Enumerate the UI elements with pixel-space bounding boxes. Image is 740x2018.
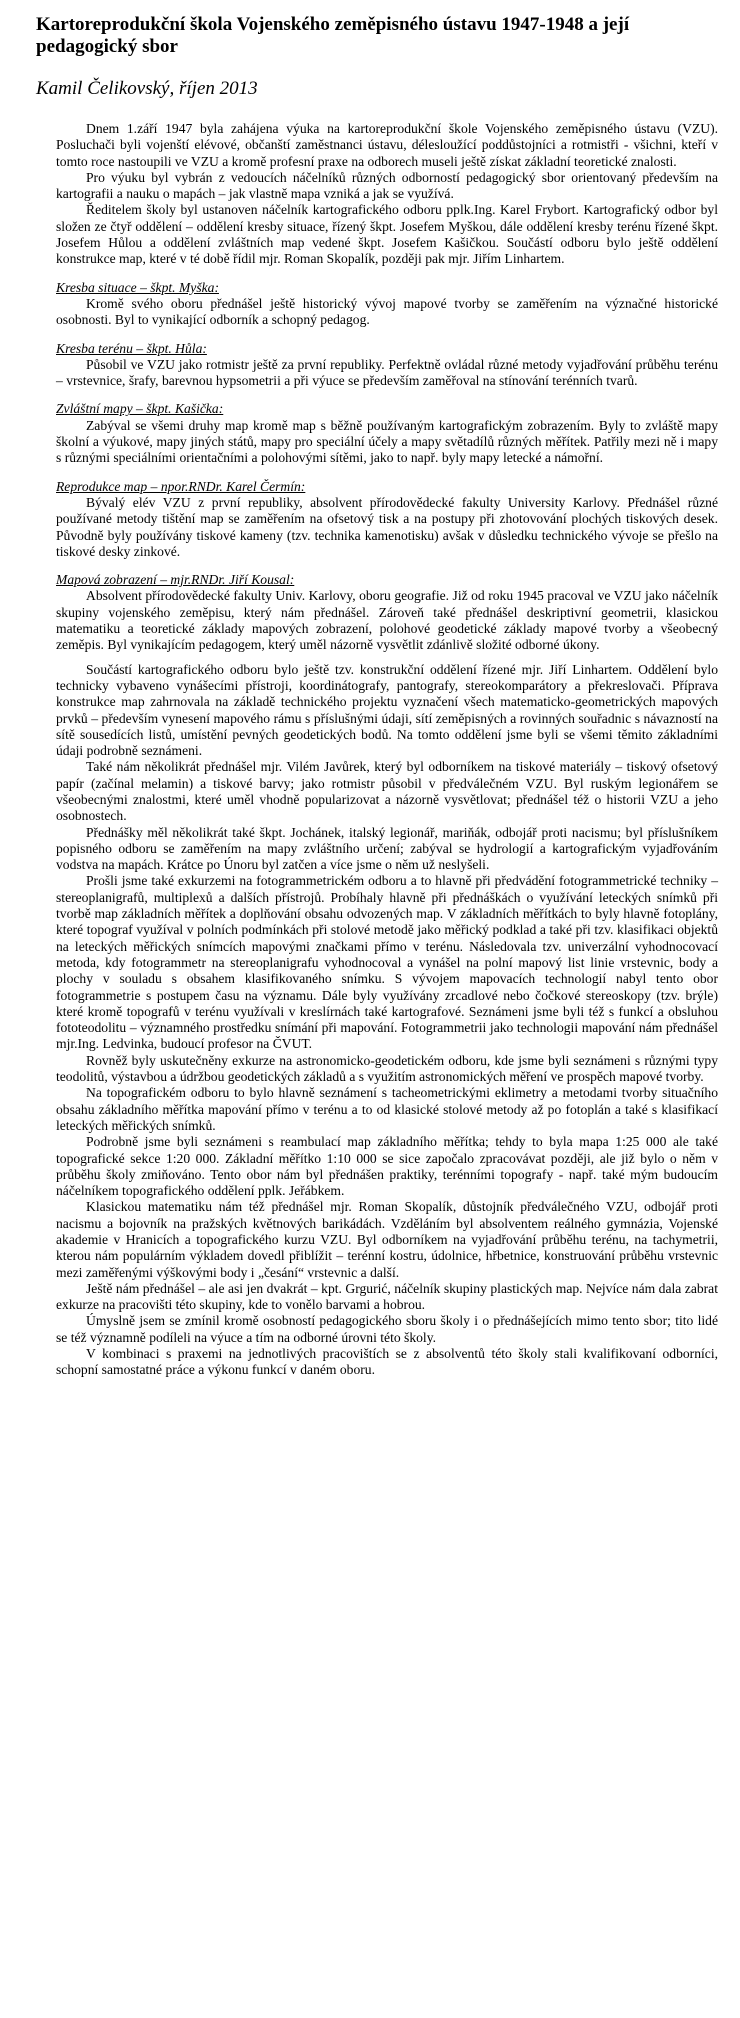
paragraph: Pro výuku byl vybrán z vedoucích náčelníků různých odborností pedagogický sbor orientovaný především na kartografii a nauku o mapách – jak vlastně mapa vzniká a jak se využívá. bbox=[56, 169, 718, 202]
author-line: Kamil Čelikovský, říjen 2013 bbox=[36, 78, 258, 99]
section-heading: Reprodukce map – npor.RNDr. Karel Čermín: bbox=[56, 478, 306, 494]
paragraph: Rovněž byly uskutečněny exkurze na astronomicko-geodetickém odboru, kde jsme byli seznámeni s různými typy teodolitů, výstavbou a údržbou geodetických základů a s využitím astronomických měření ve prospěch mapové tvorby. bbox=[56, 1052, 718, 1085]
paragraph: V kombinaci s praxemi na jednotlivých pracovištích se z absolventů této školy stali kvalifikovaní odborníci, schopní samostatné práce a výkonu funkcí v daném oboru. bbox=[56, 1346, 718, 1378]
paragraph: Podrobně jsme byli seznámeni s reambulací map základního měřítka; tehdy to byla mapa 1:25 000 ale také topografické sekce 1:20 000. Základní měřítko 1:10 000 se sice započalo zpracovávat později, ale již bylo o něm v průběhu školy zmiňováno. Tento obor nám byl přednášen praktiky, terénními topografy - např. také mým budoucím náčelníkem topografického oddělení pplk. Jeřábkem. bbox=[56, 1134, 718, 1199]
document-body bbox=[56, 121, 718, 1379]
document-title: Kartoreprodukční škola Vojenského zeměpisného ústavu 1947-1948 a její pedagogický sbor bbox=[36, 14, 630, 57]
paragraph: Působil ve VZU jako rotmistr ještě za první republiky. Perfektně ovládal různé metody vyjadřování průběhu terénu – vrstevnice, šrafy, barevnou hypsometrii a při výuce se především zaměřoval na stínování terénních tvarů. bbox=[56, 356, 718, 389]
paragraph: Dnem 1.září 1947 byla zahájena výuka na kartoreprodukční škole Vojenského zeměpisného ústavu (VZU). Posluchači byli vojenští elévové, občanští zaměstnanci ústavu, délesloužící poddůstojníci a rotmistři - všichni, kteří v tomto roce nastoupili ve VZU a kromě profesní praxe na odborech museli ještě získat základní teoretické znalosti. bbox=[56, 121, 718, 169]
section-heading: Kresba terénu – škpt. Hůla: bbox=[56, 340, 207, 356]
paragraph: Ředitelem školy byl ustanoven náčelník kartografického odboru pplk.Ing. Karel Frybort. Kartografický odbor byl složen ze čtyř oddělení – oddělení kresby situace, řízený škpt. Josefem Myškou, dále oddělení kresby terénu řízené škpt. Josefem Hůlou a oddělení zvláštních map vedené škpt. Josefem Kašičkou. Součástí odboru bylo ještě oddělení konstrukce map, které v té době řídil mjr. Roman Skopalík, později pak mjr. Jiřím Linhartem. bbox=[56, 202, 718, 267]
section-heading: Kresba situace – škpt. Myška: bbox=[56, 279, 219, 295]
paragraph: Přednášky měl několikrát také škpt. Jochánek, italský legionář, mariňák, odbojář proti nacismu; byl příslušníkem popisného odboru se zaměřením na mapy zvláštního určení; zabýval se hydrologií a kartografickým vyjadřováním vodstva na mapách. Krátce po Únoru byl zatčen a více jsme o něm už neslyšeli. bbox=[56, 824, 718, 873]
paragraph: Bývalý elév VZU z první republiky, absolvent přírodovědecké fakulty University Karlovy. Přednášel různé používané metody tištění map se zaměřením na ofsetový tisk a na postupy při zhotovování plochých tiskových desek. Původně byly používány tiskové kameny (tzv. technika kamenotisku) avšak v důsledku technického vývoje se přešlo na tiskové desky zinkové. bbox=[56, 494, 718, 559]
paragraph: Součástí kartografického odboru bylo ještě tzv. konstrukční oddělení řízené mjr. Jiří Linhartem. Oddělení bylo technicky vybaveno vynášecími přístroji, koordinátografy, pantografy, stereokomparátory a překreslovači. Příprava konstrukce map zahrnovala na základě technického projektu vyznačení všech matematicko-geometrických mapových prvků – především vynesení mapového rámu s příslušnými údaji, sítí zeměpisných a rovinných souřadnic s návazností na sítě sousedících listů, umístění pevných geodetických bodů. Na tomto oddělení jsme byli se všemi těmito základními údaji podrobně seznámeni. bbox=[56, 661, 718, 759]
paragraph: Kromě svého oboru přednášel ještě historický vývoj mapové tvorby se zaměřením na význačné historické osobnosti. Byl to vynikající odborník a schopný pedagog. bbox=[56, 295, 718, 328]
section-heading: Mapová zobrazení – mjr.RNDr. Jiří Kousal: bbox=[56, 572, 295, 588]
section-heading: Zvláštní mapy – škpt. Kašička: bbox=[56, 401, 224, 417]
paragraph: Prošli jsme také exkurzemi na fotogrammetrickém odboru a to hlavně při předvádění fotogrammetrické techniky – stereoplanigrafů, multiplexů a dalších přístrojů. Probíhaly hlavně při přednáškách o využívání leteckých snímků při tvorbě map základních měřítek a doplňování obsahu odvozených map. V základních měřítkách to byly hlavně fotoplány, které topograf využíval v polních podmínkách při stolové metodě jako měřický podklad a také při tzv. klasifikaci objektů na leteckých měřických snímcích mapovými značkami přímo v terénu. Následovala tzv. univerzální vyhodnocovací metoda, kdy fotogrammetr na stereoplanigrafu vyhodnocoval a vynášel na polní mapový list linie vrstevnic, body a plochy v souladu s obsahem klasifikovaného snímku. S vývojem mapovacích technologií nabyl tento obor fotogrammetrie s postupem času na významu. Dále byly využívány zrcadlové nebo čočkové stereoskopy (tzv. brýle) které kromě topografů v terénu využívali v kreslírnách také kartografové. Seznámeni jsme byli též s funkcí a obsluhou fototeodolitu – významného prostředku snímání při mapování. Fotogrammetrii jako technologii mapování nám přednášel mjr.Ing. Ledvinka, budoucí profesor na ČVUT. bbox=[56, 873, 718, 1052]
paragraph: Také nám několikrát přednášel mjr. Vilém Javůrek, který byl odborníkem na tiskové materiály – tiskový ofsetový papír (začínal melamin) a tiskové barvy; jako rotmistr působil v předválečném VZU. Byl ruským legionářem se všeobecnými znalostmi, které uměl vhodně popularizovat a názorně vysvětlovat; přednášel též o historii VZU a jeho osobnostech. bbox=[56, 759, 718, 824]
paragraph: Ještě nám přednášel – ale asi jen dvakrát – kpt. Grgurić, náčelník skupiny plastických map. Nejvíce nám dala zabrat exkurze na pracovišti této skupiny, kde to vonělo barvami a hobrou. bbox=[56, 1280, 718, 1313]
paragraph: Na topografickém odboru to bylo hlavně seznámení s tacheometrickými eklimetry a metodami tvorby situačního obsahu základního měřítka mapování přímo v terénu a to od klasické stolové metody až po fotoplán a také s klasifikací leteckých měřických snímků. bbox=[56, 1085, 718, 1133]
paragraph: Klasickou matematiku nám též přednášel mjr. Roman Skopalík, důstojník předválečného VZU, odbojář proti nacismu a bojovník na pražských květnových barikádách. Vzděláním byl absolventem reálného gymnázia, Vojenské akademie v Hranicích a topografického kurzu VZU. Byl odborníkem na vyjadřování průběhu terénu, na tachymetrii, kterou nám populárním výkladem dovedl přiblížit – terénní kostru, údolnice, hřbetnice, konstruování průběhu vrstevnic mezi zaměřenými výškovými body i „česání“ vrstevnic a další. bbox=[56, 1199, 718, 1280]
paragraph: Úmyslně jsem se zmínil kromě osobností pedagogického sboru školy i o přednášejících mimo tento sbor; tito lidé se též významně podíleli na výuce a tím na odborné úrovni této školy. bbox=[56, 1313, 718, 1345]
paragraph-gap bbox=[56, 654, 718, 662]
paragraph: Absolvent přírodovědecké fakulty Univ. Karlovy, oboru geografie. Již od roku 1945 pracoval ve VZU jako náčelník skupiny vojenského zeměpisu, který nám přednášel. Zároveň také přednášel deskriptivní geometrii, klasickou matematiku a teoretické základy mapových zobrazení, polohové geodetické základy mapové tvorby a všeobecný zeměpis. Byl vynikajícím pedagogem, který uměl názorně vysvětlit zdánlivě složité odborné úkony. bbox=[56, 588, 718, 653]
paragraph: Zabýval se všemi druhy map kromě map s běžně používaným kartografickým zobrazením. Byly to zvláště mapy školní a výukové, mapy jiných států, mapy pro speciální účely a mapy světadílů různých měřítek. Patřily mezi ně i mapy s různými speciálními orientačními a polohovými sítěmi, jako to např. byly mapy letecké a námořní. bbox=[56, 417, 718, 466]
